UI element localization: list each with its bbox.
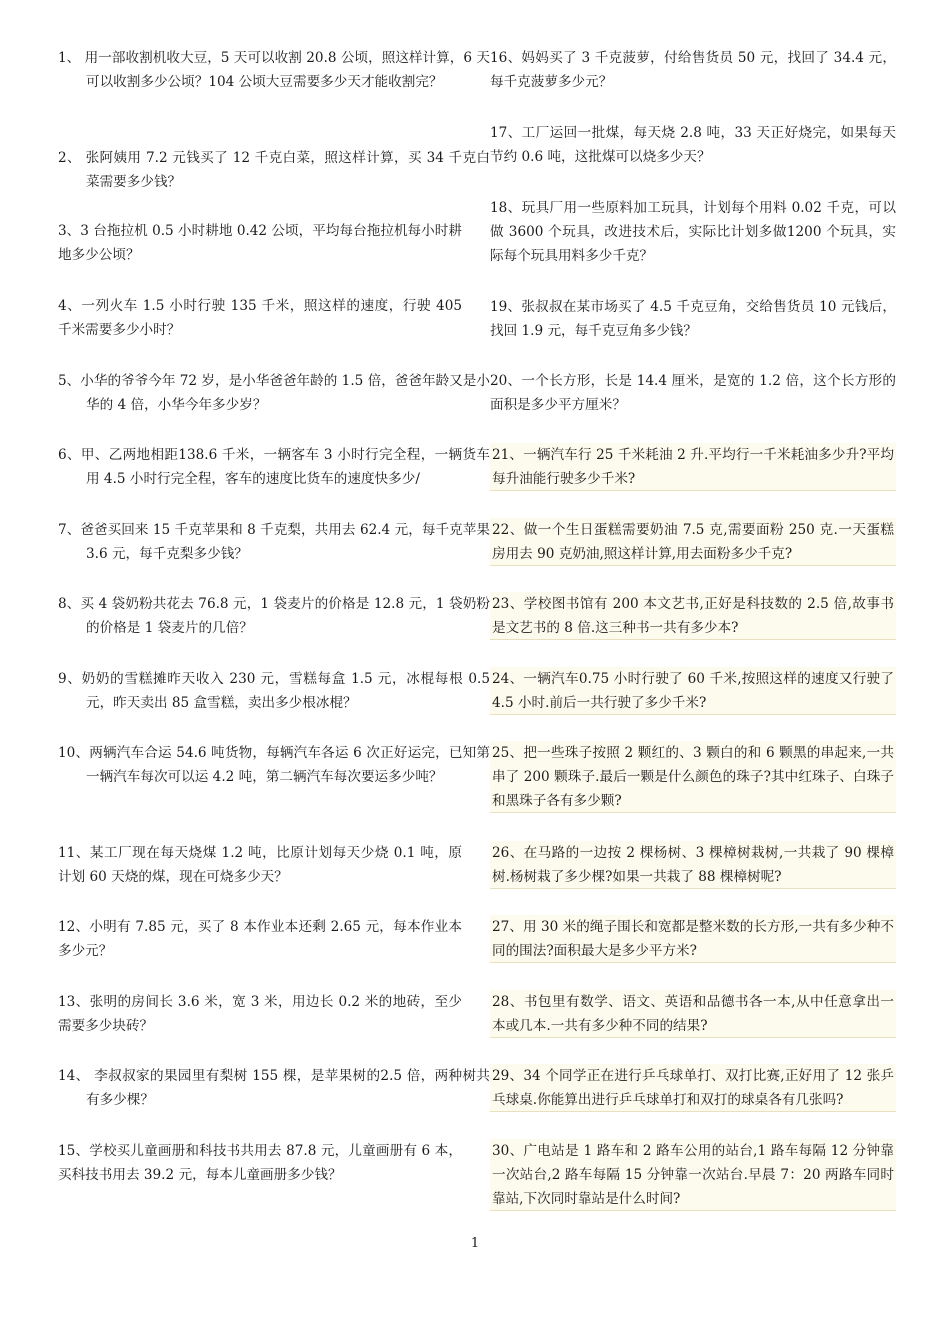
question-12: 12、小明有 7.85 元，买了 8 本作业本还剩 2.65 元，每本作业本多少元？ — [58, 919, 462, 959]
question-9: 9、奶奶的雪糕摊昨天收入 230 元，雪糕每盒 1.5 元，冰棍每根 0.5 元，昨天卖出 85 盒雪糕，卖出多少根冰棍？ — [58, 671, 490, 711]
question-17: 17、工厂运回一批煤，每天烧 2.8 吨，33 天正好烧完，如果每天节约 0.6 吨，这批煤可以烧多少天？ — [490, 125, 896, 165]
question-19: 19、张叔叔在某市场买了 4.5 千克豆角，交给售货员 10 元钱后，找回 1.9 元，每千克豆角多少钱？ — [490, 299, 896, 339]
question-7: 7、爸爸买回来 15 千克苹果和 8 千克梨，共用去 62.4 元，每千克苹果 3.6 元，每千克梨多少钱？ — [58, 522, 490, 562]
question-20: 20、一个长方形，长是 14.4 厘米，是宽的 1.2 倍，这个长方形的面积是多少平方厘米？ — [490, 373, 896, 413]
question-26: 26、在马路的一边按 2 棵杨树、3 棵樟树栽树,一共栽了 90 棵樟树.杨树栽了多少棵?如果一共栽了 88 棵樟树呢? — [490, 841, 896, 889]
question-14: 14、 李叔叔家的果园里有梨树 155 棵，是苹果树的2.5 倍，两种树共有多少棵？ — [58, 1068, 490, 1108]
question-13: 13、张明的房间长 3.6 米，宽 3 米，用边长 0.2 米的地砖，至少需要多少块砖？ — [58, 994, 462, 1034]
question-22: 22、做一个生日蛋糕需要奶油 7.5 克,需要面粉 250 克.一天蛋糕房用去 90 克奶油,照这样计算,用去面粉多少千克? — [490, 518, 896, 566]
question-6: 6、甲、乙两地相距138.6 千米，一辆客车 3 小时行完全程，一辆货车用 4.5 小时行完全程，客车的速度比货车的速度快多少/ — [58, 447, 490, 487]
question-30: 30、广电站是 1 路车和 2 路车公用的站台,1 路车每隔 12 分钟靠一次站台,2 路车每隔 15 分钟靠一次站台.早晨 7：20 两路车同时靠站,下次同时靠站是什么时间? — [490, 1139, 896, 1211]
question-23: 23、学校图书馆有 200 本文艺书,正好是科技数的 2.5 倍,故事书是文艺书的 8 倍.这三种书一共有多少本? — [490, 592, 896, 640]
question-3: 3、3 台拖拉机 0.5 小时耕地 0.42 公顷，平均每台拖拉机每小时耕地多少公顷？ — [58, 223, 462, 263]
question-21: 21、一辆汽车行 25 千米耗油 2 升.平均行一千米耗油多少升?平均每升油能行驶多少千米? — [490, 443, 896, 491]
question-27: 27、用 30 米的绳子围长和宽都是整米数的长方形,一共有多少种不同的围法?面积最大是多少平方米? — [490, 915, 896, 963]
question-4: 4、一列火车 1.5 小时行驶 135 千米，照这样的速度，行驶 405 千米需要多少小时？ — [58, 298, 462, 338]
question-16: 16、妈妈买了 3 千克菠萝，付给售货员 50 元，找回了 34.4 元，每千克菠萝多少元？ — [490, 50, 896, 90]
question-24: 24、一辆汽车0.75 小时行驶了 60 千米,按照这样的速度又行驶了4.5 小时.前后一共行驶了多少千米? — [490, 667, 896, 715]
question-11: 11、某工厂现在每天烧煤 1.2 吨，比原计划每天少烧 0.1 吨，原计划 60 天烧的煤，现在可烧多少天？ — [58, 845, 462, 885]
question-15: 15、学校买儿童画册和科技书共用去 87.8 元，儿童画册有 6 本，买科技书用去 39.2 元，每本儿童画册多少钱？ — [58, 1143, 462, 1183]
question-2: 2、 张阿姨用 7.2 元钱买了 12 千克白菜，照这样计算，买 34 千克白菜需要多少钱？ — [58, 150, 490, 190]
question-10: 10、两辆汽车合运 54.6 吨货物，每辆汽车各运 6 次正好运完，已知第一辆汽车每次可以运 4.2 吨，第二辆汽车每次要运多少吨？ — [58, 745, 490, 785]
question-28: 28、书包里有数学、语文、英语和品德书各一本,从中任意拿出一本或几本.一共有多少种不同的结果? — [490, 990, 896, 1038]
question-18: 18、玩具厂用一些原料加工玩具，计划每个用料 0.02 千克，可以做 3600 个玩具，改进技术后，实际比计划多做1200 个玩具，实际每个玩具用料多少千克？ — [490, 200, 896, 264]
question-25: 25、把一些珠子按照 2 颗红的、3 颗白的和 6 颗黑的串起来,一共串了 200 颗珠子.最后一颗是什么颜色的珠子?其中红珠子、白珠子和黑珠子各有多少颗? — [490, 741, 896, 813]
question-5: 5、小华的爷爷今年 72 岁，是小华爸爸年龄的 1.5 倍，爸爸年龄又是小华的 4 倍，小华今年多少岁？ — [58, 373, 490, 413]
page-number: 1 — [470, 1236, 480, 1251]
question-1: 1、 用一部收割机收大豆，5 天可以收割 20.8 公顷，照这样计算，6 天可以收割多少公顷？104 公顷大豆需要多少天才能收割完？ — [58, 50, 490, 90]
question-8: 8、买 4 袋奶粉共花去 76.8 元，1 袋麦片的价格是 12.8 元，1 袋奶粉的价格是 1 袋麦片的几倍？ — [58, 596, 490, 636]
question-29: 29、34 个同学正在进行乒乓球单打、双打比赛,正好用了 12 张乒乓球桌.你能算出进行乒乓球单打和双打的球桌各有几张吗? — [490, 1064, 896, 1112]
